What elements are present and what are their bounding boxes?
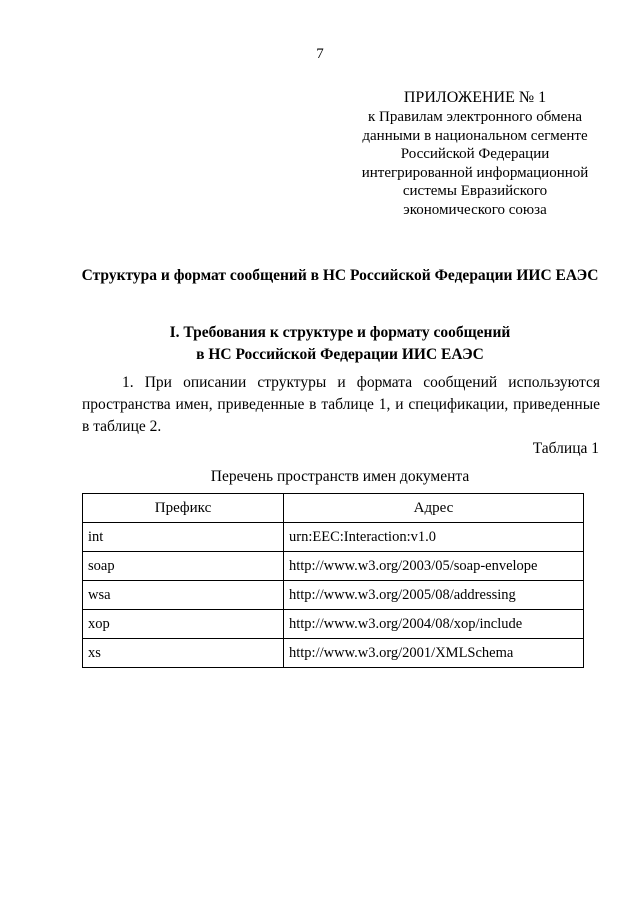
table-row xyxy=(83,639,584,668)
table-caption: Перечень пространств имен документа xyxy=(210,468,470,485)
section-title-line: в НС Российской Федерации ИИС ЕАЭС xyxy=(196,346,484,363)
appendix-line: экономического союза xyxy=(403,201,547,218)
prefix-cell: xs xyxy=(83,639,284,668)
prefix-cell: xop xyxy=(83,610,284,639)
address-cell: http://www.w3.org/2001/XMLSchema xyxy=(284,639,584,668)
section-paragraph: 1. При описании структуры и формата сообщений используются пространства имен, приведенные в таблице 1, и спецификации, приведенные в таблице 2. xyxy=(82,374,600,435)
appendix-line: Российской Федерации xyxy=(400,146,550,162)
section-title xyxy=(0,322,640,366)
table-row xyxy=(83,523,584,552)
address-cell: http://www.w3.org/2003/05/soap-envelope xyxy=(284,552,584,581)
header-address: Адрес xyxy=(284,494,584,523)
table-label: Таблица 1 xyxy=(532,440,599,457)
page-number: 7 xyxy=(316,46,324,62)
prefix-cell: soap xyxy=(83,552,284,581)
address-cell: urn:EEC:Interaction:v1.0 xyxy=(284,523,584,552)
appendix-line: к Правилам электронного обмена xyxy=(367,109,583,125)
table-header-row xyxy=(83,494,584,523)
appendix-block xyxy=(350,88,600,219)
namespaces-table xyxy=(82,493,584,668)
prefix-cell: int xyxy=(83,523,284,552)
table-row xyxy=(83,610,584,639)
address-cell: http://www.w3.org/2005/08/addressing xyxy=(284,581,584,610)
prefix-cell: wsa xyxy=(83,581,284,610)
appendix-line: данными в национальном сегменте xyxy=(362,127,588,144)
table-row xyxy=(83,581,584,610)
header-prefix: Префикс xyxy=(83,494,284,523)
section-title-line: I. Требования к структуре и формату сообщений xyxy=(169,324,511,341)
appendix-line: интегрированной информационной xyxy=(361,164,589,181)
appendix-line: системы Евразийского xyxy=(402,183,548,199)
appendix-title: ПРИЛОЖЕНИЕ № 1 xyxy=(403,89,547,106)
address-cell: http://www.w3.org/2004/08/xop/include xyxy=(284,610,584,639)
document-title: Структура и формат сообщений в НС Российской Федерации ИИС ЕАЭС xyxy=(81,267,599,284)
table-row xyxy=(83,552,584,581)
